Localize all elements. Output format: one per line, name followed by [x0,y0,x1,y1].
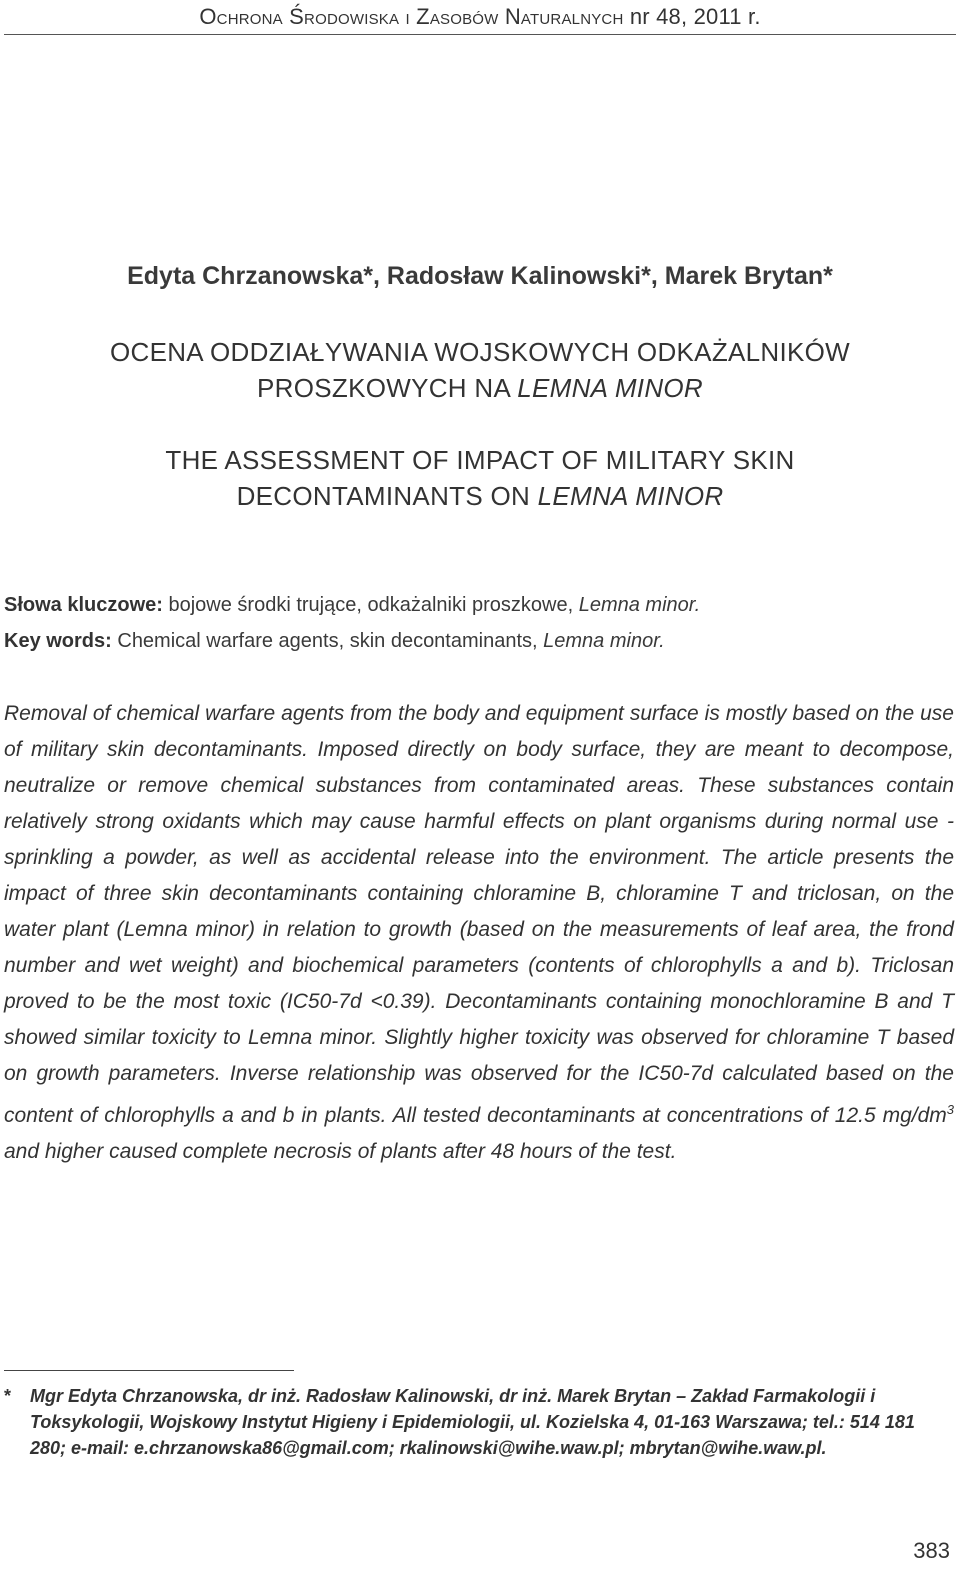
title-english-line1: THE ASSESSMENT OF IMPACT OF MILITARY SKIN [165,445,795,475]
keywords-english-label: Key words: [4,630,112,652]
keywords-polish-label: Słowa kluczowe: [4,594,163,616]
title-english-line2-prefix: DECONTAMINANTS ON [236,481,538,511]
title-polish [0,334,960,406]
abstract-part2: and higher caused complete necrosis of plants after 48 hours of the test. [4,1140,677,1163]
abstract-superscript: 3 [946,1102,954,1117]
abstract-part1: Removal of chemical warfare agents from the body and equipment surface is mostly based on the use of military skin decontaminants. Imposed directly on body surface, they are meant to decompose, neutralize or remove chemical substances from contaminated areas. These substances contain relatively strong oxidants which may cause harmful effects on plant organisms during normal use - sprinkling a powder, as well as accidental release into the environment. The article presents the impact of three skin decontaminants containing chloramine B, chloramine T and triclosan, on the water plant (Lemna minor) in relation to growth (based on the measurements of leaf area, the frond number and wet weight) and biochemical parameters (contents of chlorophylls a and b). Triclosan proved to be the most toxic (IC50-7d <0.39). Decontaminants containing monochloramine B and T showed similar toxicity to Lemna minor. Slightly higher toxicity was observed for chloramine T based on growth parameters. Inverse relationship was observed for the IC50-7d calculated based on the content of chlorophylls a and b in plants. All tested decontaminants at concentrations of 12.5 mg/dm [4,702,954,1127]
title-polish-species: LEMNA MINOR [517,373,703,403]
journal-header [0,0,960,34]
keywords-polish-species: Lemna minor. [578,594,701,616]
footnote-mark: * [4,1386,12,1406]
title-english [0,442,960,514]
page-number: 383 [913,1538,950,1563]
journal-name: Ochrona Środowiska i Zasobów Naturalnych [199,4,624,29]
title-english-species: LEMNA MINOR [537,481,724,511]
title-polish-line2 [0,370,960,406]
abstract [4,696,954,1170]
keywords-english-text: Chemical warfare agents, skin decontaminants, [111,630,544,652]
footnote-text: Mgr Edyta Chrzanowska, dr inż. Radosław Kalinowski, dr inż. Marek Brytan – Zakład Farmakologii i Toksykologii, Wojskowy Instytut Higieny i Epidemiologii, ul. Kozielska 4, 01-163 Warszawa; tel.: 514 181 280; e-mail: e.chrzanowska86@gmail.com; rkalinowski@wihe.waw.pl; mbrytan@wihe.waw.pl. [30,1386,915,1458]
title-polish-line1: OCENA ODDZIAŁYWANIA WOJSKOWYCH ODKAŻALNIKÓW [109,337,851,367]
authors: Edyta Chrzanowska*, Radosław Kalinowski*, Marek Brytan* [127,262,833,290]
title-english-line2 [0,478,960,514]
keywords-english-species: Lemna minor. [543,630,665,652]
keywords-polish-text: bojowe środki trujące, odkażalniki proszkowe, [162,594,579,616]
header-rule [4,34,956,35]
keywords-polish [4,594,954,617]
footnote-rule [4,1370,294,1371]
footnote [4,1383,944,1461]
keywords-english [4,630,954,653]
journal-issue: nr 48, 2011 r. [629,4,761,29]
title-polish-line2-prefix: PROSZKOWYCH NA [257,373,518,403]
